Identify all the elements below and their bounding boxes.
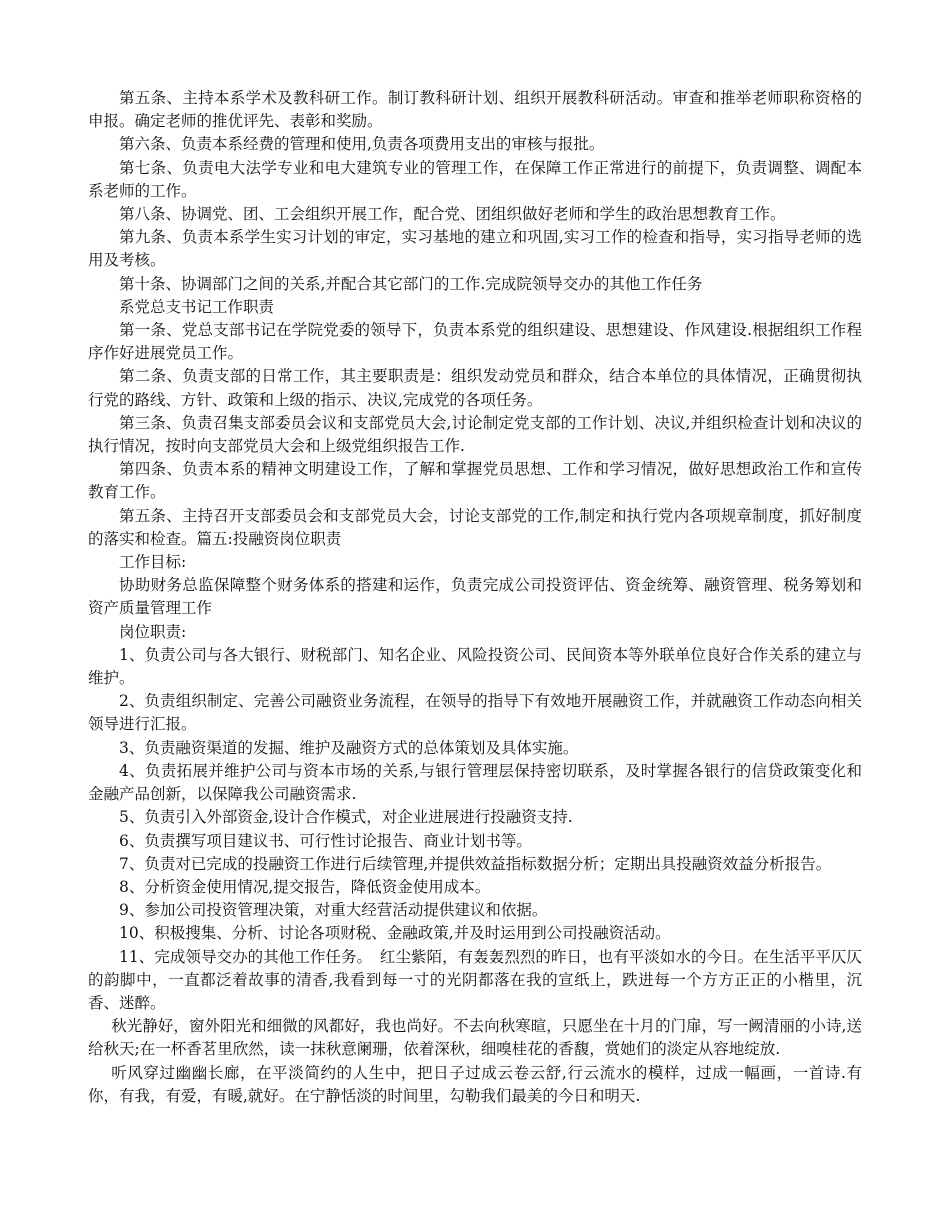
duty-item-5: 5、负责引入外部资金,设计合作模式，对企业进展进行投融资支持. (119, 808, 573, 827)
section-heading-duties: 岗位职责: (119, 622, 187, 641)
section-heading-work-goal: 工作目标: (119, 553, 187, 572)
paragraph-party-article-2: 第二条、负责支部的日常工作，其主要职责是：组织发动党员和群众，结合本单位的具体情况，正确贯彻执行党的路线、方针、政策和上级的指示、决议,完成党的各项任务。 (88, 367, 862, 409)
duty-item-3: 3、负责融资渠道的发掘、维护及融资方式的总体策划及具体实施。 (119, 738, 579, 757)
section-heading-party-secretary: 系党总支书记工作职责 (119, 297, 275, 316)
paragraph-article-8-coordination: 第八条、协调党、团、工会组织开展工作，配合党、团组织做好老师和学生的政治思想教育工作。 (119, 205, 786, 224)
paragraph-article-6-funds: 第六条、负责本系经费的管理和使用,负责各项费用支出的审核与报批。 (119, 135, 605, 154)
paragraph-autumn: 秋光静好，窗外阳光和细微的风都好，我也尚好。不去向秋寒暄，只愿坐在十月的门扉，写一阙清丽的小诗,送给秋天;在一杯香茗里欣然，读一抹秋意阑珊，依着深秋，细嗅桂花的香馥，赏她们的淡定从容地绽放. (88, 1017, 862, 1059)
paragraph-article-9-internship: 第九条、负责本系学生实习计划的审定，实习基地的建立和巩固,实习工作的检查和指导，实习指导老师的选用及考核。 (88, 228, 862, 270)
paragraph-party-article-5: 第五条、主持召开支部委员会和支部党员大会，讨论支部党的工作,制定和执行党内各项规章制度，抓好制度的落实和检查。篇五:投融资岗位职责 (88, 506, 862, 548)
paragraph-article-7-majors: 第七条、负责电大法学专业和电大建筑专业的管理工作，在保障工作正常进行的前提下，负责调整、调配本系老师的工作。 (88, 158, 862, 200)
duty-item-1: 1、负责公司与各大银行、财税部门、知名企业、风险投资公司、民间资本等外联单位良好合作关系的建立与维护。 (88, 645, 862, 688)
paragraph-article-10-departments: 第十条、协调部门之间的关系,并配合其它部门的工作.完成院领导交办的其他工作任务 (119, 274, 703, 293)
duty-item-2: 2、负责组织制定、完善公司融资业务流程，在领导的指导下有效地开展融资工作，并就融资工作动态向相关领导进行汇报。 (88, 692, 862, 734)
duty-item-8: 8、分析资金使用情况,提交报告，降低资金使用成本。 (119, 877, 491, 896)
duty-item-6: 6、负责撰写项目建议书、可行性讨论报告、商业计划书等。 (119, 831, 532, 850)
paragraph-party-article-3: 第三条、负责召集支部委员会议和支部党员大会,讨论制定党支部的工作计划、决议,并组织检查计划和决议的执行情况，按时向支部党员大会和上级党组织报告工作. (88, 413, 862, 456)
duty-item-11: 11、完成领导交办的其他工作任务。 红尘紫陌，有轰轰烈烈的昨日，也有平淡如水的今日。在生活平平仄仄的韵脚中，一直都泛着故事的清香,我看到每一寸的光阴都落在我的宣纸上，跌进每一个方方正正的小楷里，沉香、迷醉。 (88, 947, 862, 1012)
duty-item-10: 10、积极搜集、分析、讨论各项财税、金融政策,并及时运用到公司投融资活动。 (119, 924, 671, 943)
duty-item-4: 4、负责拓展并维护公司与资本市场的关系,与银行管理层保持密切联系，及时掌握各银行的信贷政策变化和金融产品创新，以保障我公司融资需求. (88, 761, 862, 804)
paragraph-corridor: 听风穿过幽幽长廊，在平淡简约的人生中，把日子过成云卷云舒,行云流水的模样，过成一幅画，一首诗.有你，有我，有爱，有暖,就好。在宁静恬淡的时间里，勾勒我们最美的今日和明天. (88, 1063, 862, 1105)
paragraph-party-article-1: 第一条、党总支部书记在学院党委的领导下，负责本系党的组织建设、思想建设、作风建设.根据组织工作程序作好进展党员工作。 (88, 321, 862, 363)
paragraph-party-article-4: 第四条、负责本系的精神文明建设工作，了解和掌握党员思想、工作和学习情况，做好思想政治工作和宣传教育工作。 (88, 460, 862, 502)
duty-item-9: 9、参加公司投资管理决策，对重大经营活动提供建议和依据。 (119, 901, 548, 920)
paragraph-work-goal: 协助财务总监保障整个财务体系的搭建和运作，负责完成公司投资评估、资金统筹、融资管理、税务筹划和资产质量管理工作 (88, 576, 862, 618)
document-body (88, 87, 862, 1108)
paragraph-article-5-academic: 第五条、主持本系学术及教科研工作。制订教科研计划、组织开展教科研活动。审查和推举老师职称资格的申报。确定老师的推优评先、表彰和奖励。 (88, 89, 862, 131)
duty-item-7: 7、负责对已完成的投融资工作进行后续管理,并提供效益指标数据分析；定期出具投融资效益分析报告。 (119, 854, 832, 873)
